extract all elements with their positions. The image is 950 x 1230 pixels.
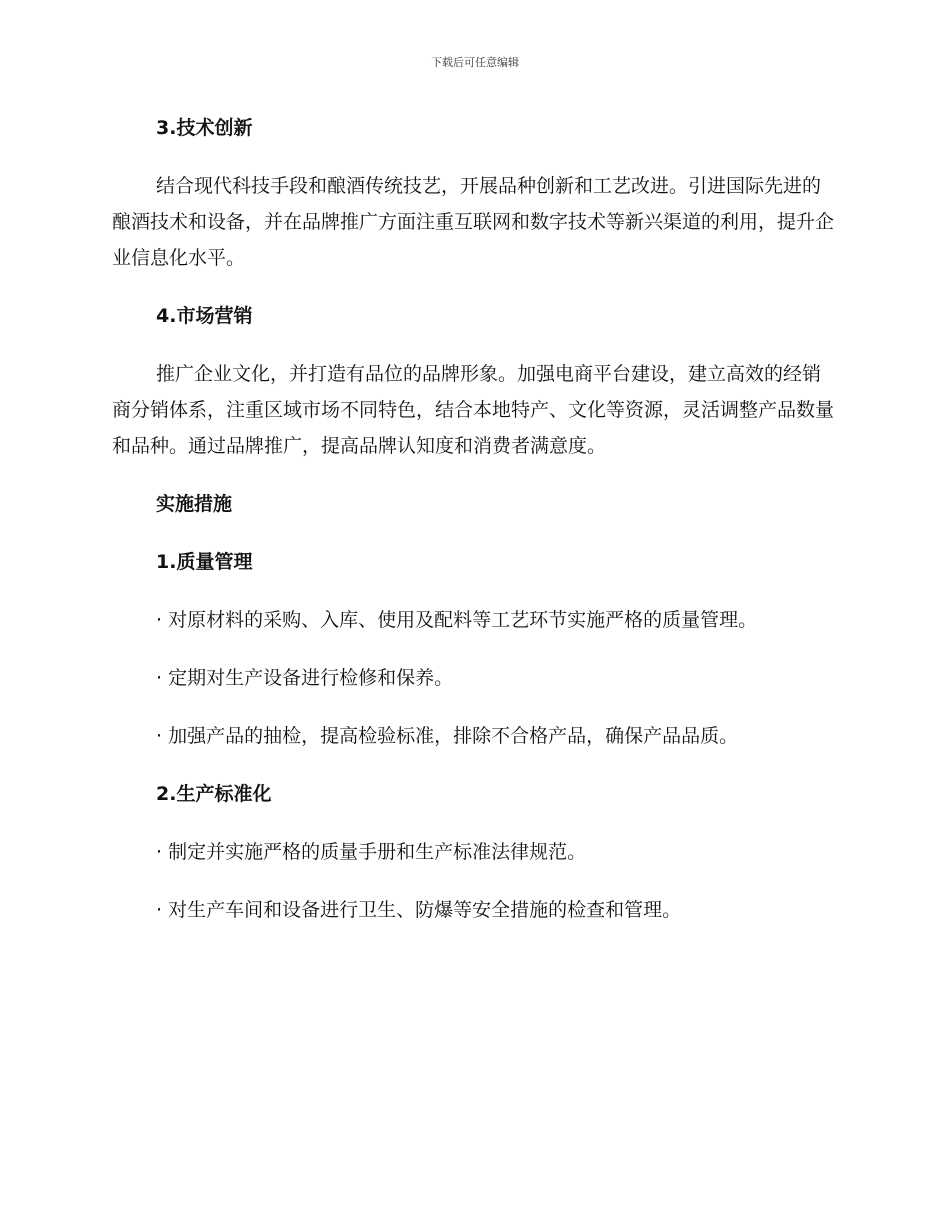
- paragraph-tech-innovation: 结合现代科技手段和酿酒传统技艺，开展品种创新和工艺改进。引进国际先进的酿酒技术和设备，并在品牌推广方面注重互联网和数字技术等新兴渠道的利用，提升企业信息化水平。: [112, 175, 835, 269]
- section-heading-marketing: 4.市场营销: [156, 305, 253, 327]
- page-header-note: 下载后可任意编辑: [431, 56, 519, 69]
- section-heading-tech-innovation: 3.技术创新: [156, 117, 253, 139]
- bullet-item-quality-3: · 加强产品的抽检，提高检验标准，排除不合格产品，确保产品品质。: [156, 725, 739, 747]
- document-body: [112, 110, 838, 950]
- section-heading-quality-management: 1.质量管理: [156, 551, 253, 573]
- bullet-item-quality-1: · 对原材料的采购、入库、使用及配料等工艺环节实施严格的质量管理。: [156, 609, 758, 631]
- section-heading-standardization: 2.生产标准化: [156, 783, 272, 805]
- section-heading-implementation: 实施措施: [156, 493, 233, 515]
- bullet-item-standard-1: · 制定并实施严格的质量手册和生产标准法律规范。: [156, 841, 587, 863]
- bullet-item-quality-2: · 定期对生产设备进行检修和保养。: [156, 667, 454, 689]
- bullet-item-standard-2: · 对生产车间和设备进行卫生、防爆等安全措施的检查和管理。: [156, 899, 682, 921]
- paragraph-marketing: 推广企业文化，并打造有品位的品牌形象。加强电商平台建设，建立高效的经销商分销体系，注重区域市场不同特色，结合本地特产、文化等资源，灵活调整产品数量和品种。通过品牌推广，提高品牌认知度和消费者满意度。: [112, 363, 835, 457]
